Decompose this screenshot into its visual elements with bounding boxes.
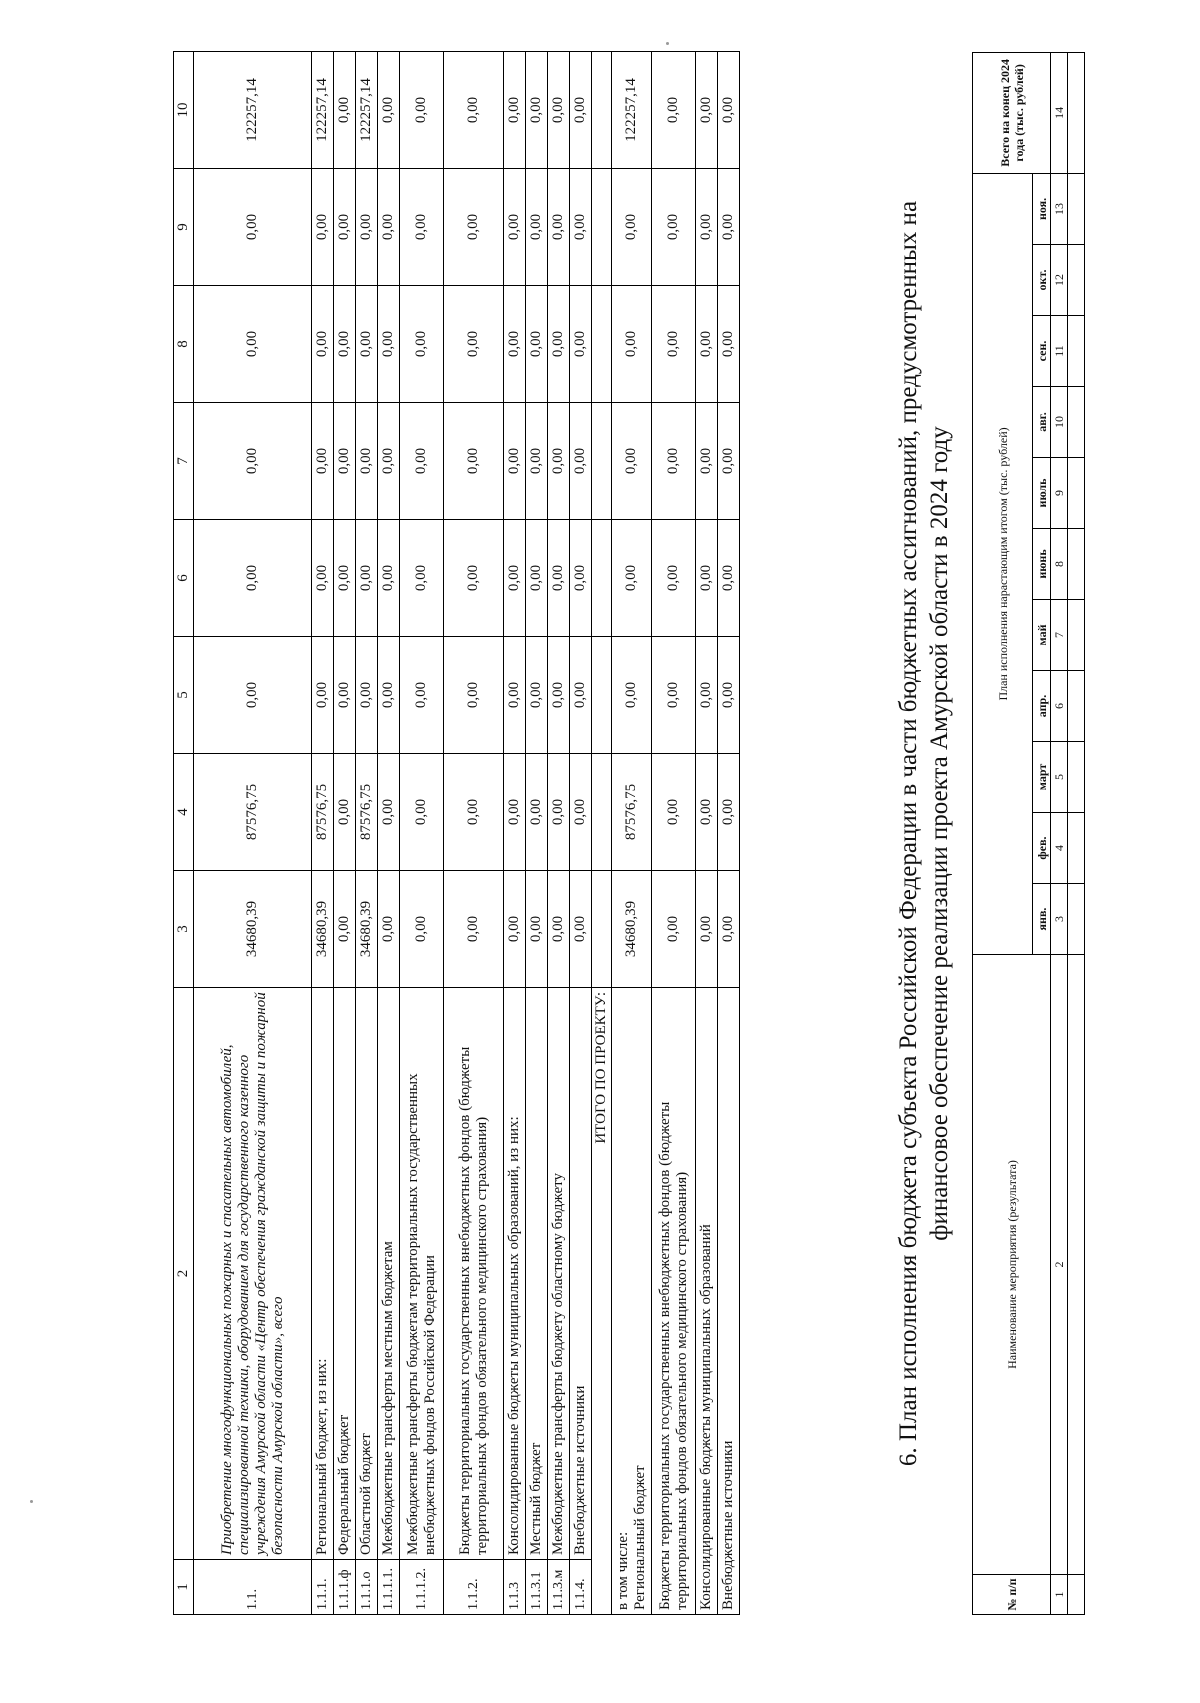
row-value: 0,00 [504, 52, 526, 169]
regional-label [612, 988, 652, 1615]
row-value: 0,00 [570, 520, 592, 637]
col-num: 9 [174, 169, 194, 286]
budget-row [570, 52, 592, 1615]
row-value: 0,00 [444, 169, 504, 286]
row-value: 0,00 [378, 637, 400, 754]
plan-col-number: 9 [1051, 458, 1068, 529]
regional-value: 0,00 [612, 403, 652, 520]
regional-value: 87576,75 [612, 754, 652, 871]
month-cell: март [1033, 742, 1051, 813]
subtotal-row [696, 52, 718, 1615]
row-code: 1.1.3.1 [526, 1560, 548, 1615]
subtotal-value: 0,00 [696, 403, 718, 520]
row-value: 0,00 [504, 520, 526, 637]
row-code: 1.1.3.м [548, 1560, 570, 1615]
row-value: 0,00 [444, 754, 504, 871]
total-cell [592, 637, 612, 754]
plan-table [972, 52, 1085, 1615]
row-value: 122257,14 [356, 52, 378, 169]
plan-col-number: 13 [1051, 173, 1068, 244]
row-value: 0,00 [194, 286, 312, 403]
total-cell [592, 403, 612, 520]
row-value: 0,00 [504, 754, 526, 871]
budget-table [173, 51, 740, 1615]
row-code: 1.1.1. [312, 1560, 334, 1615]
month-cell: июнь [1033, 529, 1051, 600]
total-cell [592, 52, 612, 169]
row-value: 0,00 [526, 871, 548, 988]
row-value: 0,00 [334, 871, 356, 988]
regional-value: 34680,39 [612, 871, 652, 988]
row-value: 0,00 [378, 403, 400, 520]
row-code: 1.1.2. [444, 1560, 504, 1615]
col-num: 7 [174, 403, 194, 520]
subtotal-value: 0,00 [718, 520, 740, 637]
row-value: 0,00 [194, 169, 312, 286]
row-value: 0,00 [548, 403, 570, 520]
row-name: Федеральный бюджет [334, 988, 356, 1560]
budget-row [526, 52, 548, 1615]
row-value: 0,00 [548, 637, 570, 754]
row-name: Бюджеты территориальных государственных внебюджетных фондов (бюджеты территориальных фондов обязательного медицинского страхования) [444, 988, 504, 1560]
subtotal-value: 0,00 [652, 286, 696, 403]
row-value: 0,00 [444, 403, 504, 520]
col-num: 8 [174, 286, 194, 403]
row-value: 34680,39 [312, 871, 334, 988]
budget-row [504, 52, 526, 1615]
subtotal-value: 0,00 [652, 169, 696, 286]
row-value: 0,00 [570, 754, 592, 871]
heading-line-1: 6. План исполнения бюджета субъекта Российской Федерации в части бюджетных ассигнований, предусмотренных на [895, 200, 922, 1467]
plan-col-number: 10 [1051, 387, 1068, 458]
row-value: 0,00 [334, 286, 356, 403]
row-name: Внебюджетные источники [570, 988, 592, 1560]
row-value: 0,00 [548, 52, 570, 169]
budget-row [334, 52, 356, 1615]
row-value: 0,00 [378, 52, 400, 169]
row-value: 0,00 [444, 286, 504, 403]
row-value: 0,00 [334, 754, 356, 871]
budget-row [312, 52, 334, 1615]
row-value: 0,00 [570, 403, 592, 520]
column-number-row [174, 52, 194, 1615]
row-name: Консолидированные бюджеты муниципальных образований, из них: [504, 988, 526, 1560]
row-value: 0,00 [400, 286, 444, 403]
total-cell [592, 169, 612, 286]
row-value: 0,00 [356, 520, 378, 637]
row-value: 0,00 [504, 286, 526, 403]
row-value: 0,00 [334, 52, 356, 169]
col-num: 2 [174, 988, 194, 1560]
subtotal-value: 0,00 [652, 754, 696, 871]
row-value: 0,00 [548, 286, 570, 403]
row-value: 87576,75 [194, 754, 312, 871]
row-value: 0,00 [570, 169, 592, 286]
month-cell: апр. [1033, 671, 1051, 742]
row-name: Межбюджетные трансферты бюджетам территориальных государственных внебюджетных фондов Российской Федерации [400, 988, 444, 1560]
section-heading [893, 52, 955, 1615]
plan-col-number: 14 [1051, 52, 1068, 173]
col-num: 6 [174, 520, 194, 637]
row-value: 0,00 [548, 169, 570, 286]
row-value: 0,00 [400, 520, 444, 637]
total-cell [592, 754, 612, 871]
row-value: 0,00 [548, 871, 570, 988]
row-value: 0,00 [400, 403, 444, 520]
subtotal-name: Бюджеты территориальных государственных внебюджетных фондов (бюджеты территориальных фондов обязательного медицинского страхования) [652, 988, 696, 1615]
total-label: ИТОГО ПО ПРОЕКТУ: [592, 988, 612, 1615]
row-value: 0,00 [444, 871, 504, 988]
row-value: 0,00 [444, 637, 504, 754]
row-value: 0,00 [356, 286, 378, 403]
subtotal-value: 0,00 [718, 286, 740, 403]
row-value: 0,00 [570, 52, 592, 169]
row-value: 0,00 [334, 520, 356, 637]
row-value: 0,00 [570, 871, 592, 988]
row-value: 34680,39 [356, 871, 378, 988]
row-value: 0,00 [526, 286, 548, 403]
row-code: 1.1.1.2. [400, 1560, 444, 1615]
regional-value: 0,00 [612, 286, 652, 403]
plan-header-row [973, 52, 1033, 1614]
scan-dot [30, 1500, 33, 1503]
plan-total-header: Всего на конец 2024 года (тыс. рублей) [973, 52, 1051, 173]
row-value: 0,00 [378, 754, 400, 871]
plan-col-number: 3 [1051, 884, 1068, 955]
row-name: Местный бюджет [526, 988, 548, 1560]
row-value: 0,00 [378, 520, 400, 637]
subtotal-value: 0,00 [696, 637, 718, 754]
row-value: 0,00 [548, 520, 570, 637]
subtotal-value: 0,00 [696, 520, 718, 637]
row-value: 0,00 [312, 403, 334, 520]
row-value: 122257,14 [194, 52, 312, 169]
subtotal-value: 0,00 [652, 52, 696, 169]
subtotal-name: Внебюджетные источники [718, 988, 740, 1615]
heading-line-2: финансовое обеспечение реализации проекта Амурской области в 2024 году [926, 426, 953, 1241]
col-num: 10 [174, 52, 194, 169]
row-value: 0,00 [526, 520, 548, 637]
total-cell [592, 871, 612, 988]
budget-table-body [174, 52, 740, 1615]
row-value: 0,00 [504, 403, 526, 520]
subtotal-value: 0,00 [718, 52, 740, 169]
subtotal-value: 0,00 [718, 754, 740, 871]
row-value: 0,00 [334, 637, 356, 754]
month-cell: фев. [1033, 813, 1051, 884]
row-code: 1.1.1.1. [378, 1560, 400, 1615]
row-code: 1.1.1.о [356, 1560, 378, 1615]
subtotal-row [652, 52, 696, 1615]
row-value: 0,00 [312, 520, 334, 637]
subtotal-value: 0,00 [718, 403, 740, 520]
row-value: 0,00 [400, 169, 444, 286]
subtotal-value: 0,00 [696, 286, 718, 403]
plan-col-number: 6 [1051, 671, 1068, 742]
row-value: 0,00 [356, 637, 378, 754]
subtotal-value: 0,00 [696, 754, 718, 871]
month-cell: авг. [1033, 387, 1051, 458]
month-cell: май [1033, 600, 1051, 671]
subtotal-value: 0,00 [652, 520, 696, 637]
subtotal-value: 0,00 [696, 52, 718, 169]
row-value: 0,00 [312, 169, 334, 286]
row-name: Межбюджетные трансферты местным бюджетам [378, 988, 400, 1560]
row-value: 0,00 [312, 637, 334, 754]
row-value: 0,00 [356, 169, 378, 286]
row-value: 0,00 [400, 754, 444, 871]
row-value: 0,00 [570, 286, 592, 403]
month-cell: сен. [1033, 316, 1051, 387]
row-value: 87576,75 [356, 754, 378, 871]
plan-col-number: 12 [1051, 245, 1068, 316]
row-value: 0,00 [312, 286, 334, 403]
scan-dot [666, 42, 669, 45]
col-num: 1 [174, 1560, 194, 1615]
row-value: 0,00 [334, 169, 356, 286]
plan-col-number: 8 [1051, 529, 1068, 600]
plan-col-number: 11 [1051, 316, 1068, 387]
row-value: 0,00 [378, 169, 400, 286]
row-value: 0,00 [400, 637, 444, 754]
subtotal-value: 0,00 [696, 871, 718, 988]
row-value: 0,00 [548, 754, 570, 871]
plan-col-number: 2 [1051, 955, 1068, 1575]
subtotal-value: 0,00 [696, 169, 718, 286]
regional-value: 122257,14 [612, 52, 652, 169]
subtotal-value: 0,00 [718, 637, 740, 754]
row-name: Межбюджетные трансферты бюджету областному бюджету [548, 988, 570, 1560]
plan-num-header: № п/п [973, 1575, 1051, 1615]
regional-value: 0,00 [612, 637, 652, 754]
budget-row [400, 52, 444, 1615]
row-value: 0,00 [194, 520, 312, 637]
row-value: 0,00 [378, 286, 400, 403]
month-cell: окт. [1033, 245, 1051, 316]
row-value: 0,00 [526, 52, 548, 169]
row-name: Приобретение многофункциональных пожарных и спасательных автомобилей, специализированной техники, оборудованием для государственного казенного учреждения Амурской области «Центр обеспечения гражданской защиты и пожарной безопасности Амурской области», всего [194, 988, 312, 1560]
subtotal-value: 0,00 [652, 871, 696, 988]
row-value: 0,00 [570, 637, 592, 754]
row-code: 1.1. [194, 1560, 312, 1615]
plan-col-number: 1 [1051, 1575, 1068, 1615]
col-num: 5 [174, 637, 194, 754]
total-cell [592, 286, 612, 403]
budget-row [378, 52, 400, 1615]
plan-schedule-header: План исполнения нарастающим итогом (тыс. рублей) [973, 173, 1033, 954]
budget-row [444, 52, 504, 1615]
row-code: 1.1.4. [570, 1560, 592, 1615]
total-row [592, 52, 612, 1615]
subtotal-value: 0,00 [652, 403, 696, 520]
regional-value: 0,00 [612, 169, 652, 286]
row-value: 0,00 [194, 403, 312, 520]
regional-value: 0,00 [612, 520, 652, 637]
row-value: 0,00 [378, 871, 400, 988]
row-value: 0,00 [526, 754, 548, 871]
subtotal-value: 0,00 [652, 637, 696, 754]
row-value: 87576,75 [312, 754, 334, 871]
plan-col-number: 5 [1051, 742, 1068, 813]
subtotal-name: Консолидированные бюджеты муниципальных образований [696, 988, 718, 1615]
row-value: 0,00 [444, 52, 504, 169]
row-value: 0,00 [526, 169, 548, 286]
plan-numbers-row [1051, 52, 1068, 1614]
col-num: 4 [174, 754, 194, 871]
row-value: 0,00 [444, 520, 504, 637]
row-value: 34680,39 [194, 871, 312, 988]
subtotal-row [718, 52, 740, 1615]
month-cell: янв. [1033, 884, 1051, 955]
budget-row [194, 52, 312, 1615]
row-value: 0,00 [400, 52, 444, 169]
in-total-label: в том числе: [614, 1531, 631, 1610]
plan-col-number: 4 [1051, 813, 1068, 884]
month-cell: ноя. [1033, 173, 1051, 244]
row-value: 0,00 [356, 403, 378, 520]
row-value: 0,00 [526, 637, 548, 754]
row-value: 0,00 [504, 637, 526, 754]
month-cell: июль [1033, 458, 1051, 529]
row-name: Областной бюджет [356, 988, 378, 1560]
row-value: 0,00 [504, 871, 526, 988]
regional-total-row [612, 52, 652, 1615]
budget-row [356, 52, 378, 1615]
row-code: 1.1.1.ф [334, 1560, 356, 1615]
row-value: 0,00 [400, 871, 444, 988]
row-value: 0,00 [194, 637, 312, 754]
row-code: 1.1.3 [504, 1560, 526, 1615]
total-cell [592, 520, 612, 637]
plan-name-header: Наименование мероприятия (результата) [973, 955, 1051, 1575]
subtotal-value: 0,00 [718, 169, 740, 286]
row-value: 0,00 [334, 403, 356, 520]
plan-col-number: 7 [1051, 600, 1068, 671]
subtotal-value: 0,00 [718, 871, 740, 988]
row-name: Региональный бюджет, из них: [312, 988, 334, 1560]
row-value: 0,00 [504, 169, 526, 286]
budget-row [548, 52, 570, 1615]
row-value: 0,00 [526, 403, 548, 520]
col-num: 3 [174, 871, 194, 988]
row-value: 122257,14 [312, 52, 334, 169]
plan-empty-row [1068, 52, 1085, 1614]
regional-budget-label: Региональный бюджет [631, 1465, 648, 1610]
